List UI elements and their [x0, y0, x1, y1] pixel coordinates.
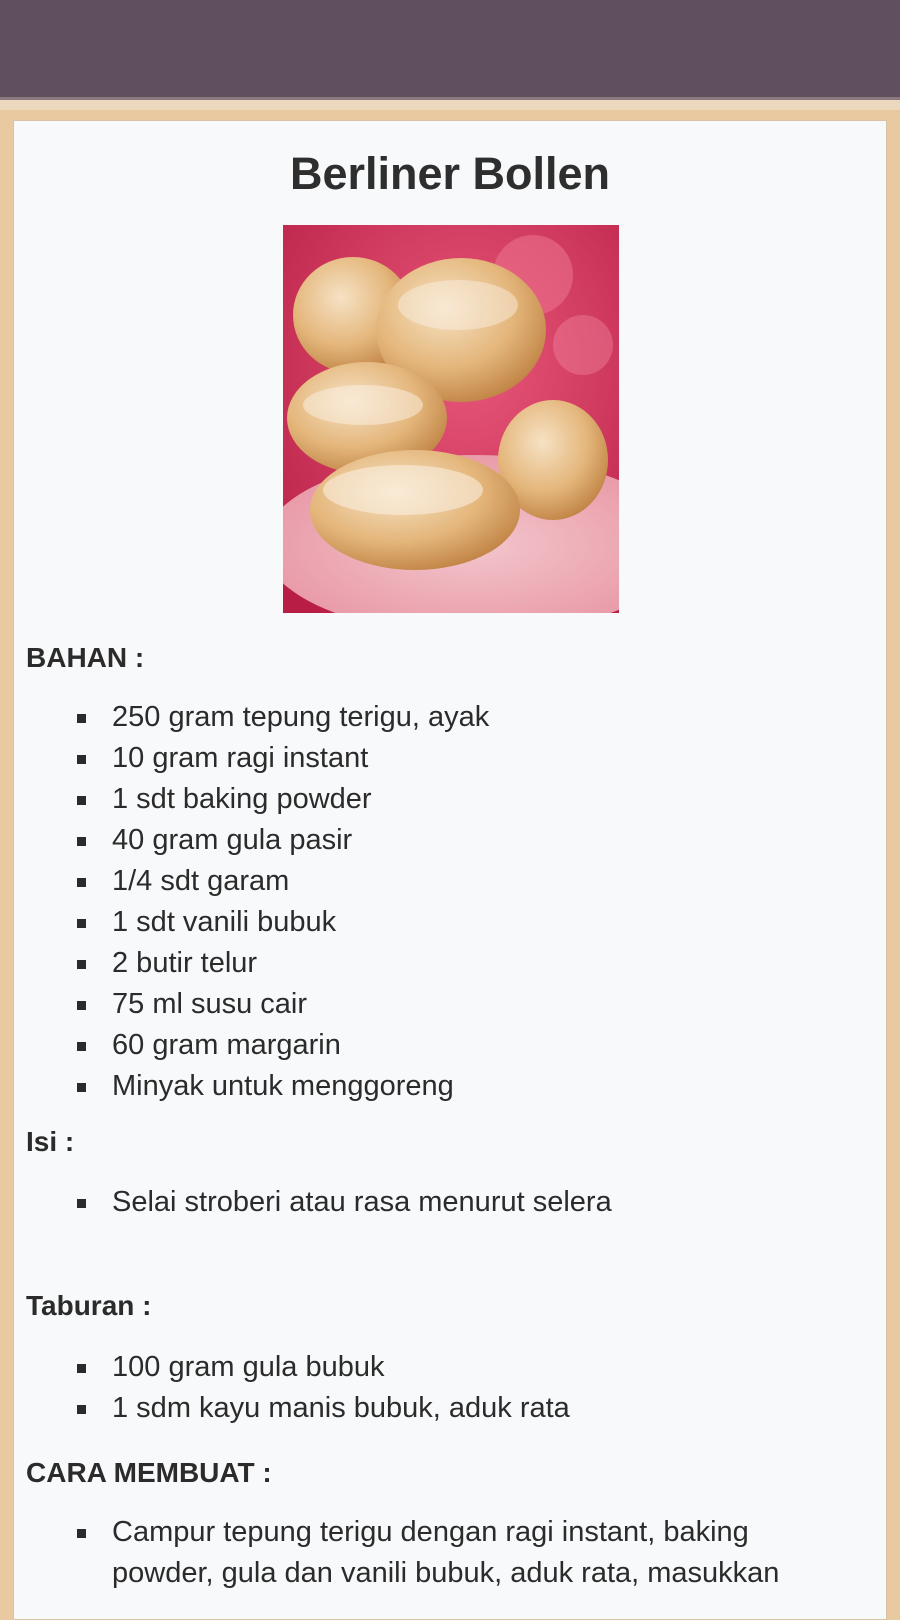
- bullet-icon: [77, 1364, 86, 1373]
- list-item: 60 gram margarin: [14, 1025, 887, 1066]
- ingredient-list-bahan: [14, 697, 887, 1107]
- bullet-icon: [77, 1529, 86, 1538]
- section-heading-taburan: Taburan :: [26, 1290, 152, 1321]
- app-bar-divider: [0, 100, 900, 110]
- ingredient-list-isi: [14, 1182, 887, 1223]
- list-item: 1/4 sdt garam: [14, 861, 887, 902]
- bullet-icon: [77, 919, 86, 928]
- list-item: 250 gram tepung terigu, ayak: [14, 697, 887, 738]
- app-bar: [0, 0, 900, 100]
- bullet-icon: [77, 796, 86, 805]
- ingredient-list-taburan: [14, 1347, 887, 1429]
- bullet-icon: [77, 1001, 86, 1010]
- list-item: Selai stroberi atau rasa menurut selera: [14, 1182, 887, 1223]
- section-heading-cara-membuat: CARA MEMBUAT :: [26, 1457, 272, 1488]
- list-item: 75 ml susu cair: [14, 984, 887, 1025]
- list-item: 1 sdt vanili bubuk: [14, 902, 887, 943]
- list-item: 10 gram ragi instant: [14, 738, 887, 779]
- recipe-image: [283, 225, 619, 613]
- steps-list: [14, 1512, 887, 1594]
- bullet-icon: [77, 755, 86, 764]
- pastry-photo-illustration: [283, 225, 619, 613]
- bullet-icon: [77, 1083, 86, 1092]
- section-heading-isi: Isi :: [26, 1126, 75, 1157]
- recipe-card: [13, 120, 887, 1620]
- list-item: 1 sdt baking powder: [14, 779, 887, 820]
- bullet-icon: [77, 1405, 86, 1414]
- list-item: 2 butir telur: [14, 943, 887, 984]
- bullet-icon: [77, 1042, 86, 1051]
- bullet-icon: [77, 1199, 86, 1208]
- bullet-icon: [77, 960, 86, 969]
- list-item: 1 sdm kayu manis bubuk, aduk rata: [14, 1388, 887, 1429]
- list-item: Minyak untuk menggoreng: [14, 1066, 887, 1107]
- bullet-icon: [77, 878, 86, 887]
- bullet-icon: [77, 714, 86, 723]
- bullet-icon: [77, 837, 86, 846]
- recipe-title: Berliner Bollen: [289, 148, 611, 199]
- list-item: 40 gram gula pasir: [14, 820, 887, 861]
- list-item-continuation: powder, gula dan vanili bubuk, aduk rata, masukkan: [112, 1557, 780, 1589]
- section-heading-bahan: BAHAN :: [26, 642, 145, 673]
- list-item: Campur tepung terigu dengan ragi instant, baking: [14, 1512, 887, 1553]
- list-item: 100 gram gula bubuk: [14, 1347, 887, 1388]
